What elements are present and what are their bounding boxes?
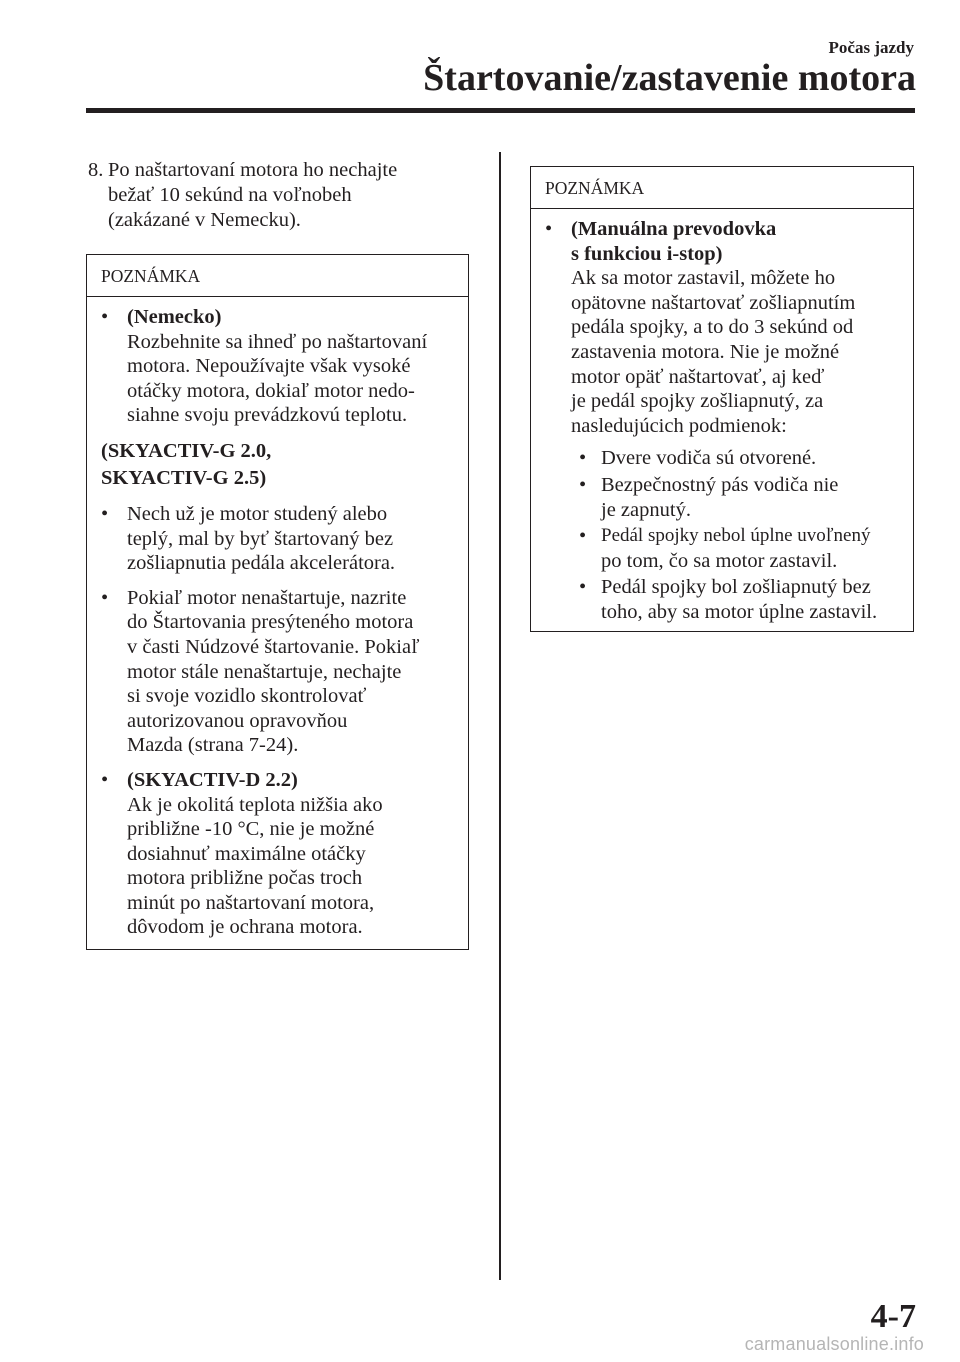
step-number: 8.: [88, 159, 104, 181]
bullet-line: motor opäť naštartovať, aj keď: [571, 365, 825, 388]
bullet-label: s funkciou i-stop): [571, 242, 723, 265]
condition-line: je zapnutý.: [601, 498, 691, 521]
page-title: Štartovanie/zastavenie motora: [423, 57, 916, 99]
bullet-label: (Nemecko): [127, 306, 222, 328]
bullet-line: dosiahnuť maximálne otáčky: [127, 842, 366, 865]
step-8: [86, 158, 466, 233]
bullet-label: (Manuálna prevodovka: [571, 218, 777, 240]
bullet-line: otáčky motora, dokiaľ motor nedo-: [127, 379, 415, 402]
conditions-list: [571, 446, 905, 624]
subheading-line: (SKYACTIV-G 2.0,: [101, 439, 272, 462]
subheading-line: SKYACTIV-G 2.5): [101, 466, 267, 489]
bullet-line: zošliapnutia pedála akcelerátora.: [127, 552, 396, 575]
bullet-line: Pokiaľ motor nenaštartuje, nazrite: [127, 586, 407, 609]
condition-line: Pedál spojky nebol úplne uvoľnený: [601, 525, 871, 547]
sub-bullet-icon: •: [579, 473, 587, 496]
condition-line: Pedál spojky bol zošliapnutý bez: [601, 576, 871, 599]
sub-bullet-icon: •: [579, 576, 587, 599]
condition-line: po tom, čo sa motor zastavil.: [601, 549, 838, 572]
condition-line: Bezpečnostný pás vodiča nie: [601, 473, 839, 496]
step-line: bežať 10 sekúnd na voľnobeh: [108, 184, 352, 206]
bullet-icon: •: [101, 768, 109, 791]
bullet-line: Ak sa motor zastavil, môžete ho: [571, 267, 836, 290]
bullet-line: opätovne naštartovať zošliapnutím: [571, 291, 856, 314]
bullet-line: v časti Núdzové štartovanie. Pokiaľ: [127, 635, 420, 658]
bullet-icon: •: [545, 218, 553, 240]
bullet-line: Ak je okolitá teplota nižšia ako: [127, 793, 383, 816]
condition-item: [571, 575, 905, 624]
condition-item: [571, 446, 905, 471]
bullet-line: motor stále nenaštartuje, nechajte: [127, 660, 402, 683]
note-heading: POZNÁMKA: [87, 255, 468, 297]
title-rule: [86, 108, 915, 113]
condition-item: [571, 524, 905, 573]
bullet-line: siahne svoju prevádzkovú teplotu.: [127, 404, 408, 427]
note-bullet: [101, 502, 460, 576]
column-divider: [499, 152, 501, 1280]
section-label: Počas jazdy: [828, 38, 914, 57]
bullet-line: Rozbehnite sa ihneď po naštartovaní: [127, 330, 428, 353]
watermark: carmanualsonline.info: [744, 1334, 924, 1354]
bullet-line: nasledujúcich podmienok:: [571, 414, 787, 437]
note-box-left: [86, 254, 469, 950]
note-bullet: [101, 586, 460, 758]
bullet-icon: •: [101, 502, 109, 525]
bullet-line: dôvodom je ochrana motora.: [127, 916, 363, 939]
note-box-right: [530, 166, 914, 632]
bullet-label: (SKYACTIV-D 2.2): [127, 768, 298, 791]
sub-bullet-icon: •: [579, 525, 587, 548]
bullet-line: približne -10 °C, nie je možné: [127, 818, 375, 841]
step-line: (zakázané v Nemecku).: [108, 209, 301, 231]
note-bullet: [101, 305, 460, 428]
step-line: Po naštartovaní motora ho nechajte: [108, 159, 398, 181]
condition-line: toho, aby sa motor úplne zastavil.: [601, 600, 878, 623]
bullet-line: Nech už je motor studený alebo: [127, 502, 388, 525]
bullet-line: zastavenia motora. Nie je možné: [571, 340, 840, 363]
bullet-line: teplý, mal by byť štartovaný bez: [127, 527, 394, 550]
bullet-line: motora približne počas troch: [127, 867, 363, 890]
condition-line: Dvere vodiča sú otvorené.: [601, 447, 817, 470]
bullet-line: do Štartovania presýteného motora: [127, 611, 414, 634]
note-heading: POZNÁMKA: [531, 167, 913, 209]
bullet-line: minút po naštartovaní motora,: [127, 891, 375, 914]
note-bullet: [545, 217, 905, 625]
engine-subheading: [101, 438, 460, 492]
bullet-icon: •: [101, 306, 109, 328]
bullet-line: motora. Nepoužívajte však vysoké: [127, 355, 411, 378]
bullet-line: Mazda (strana 7-24).: [127, 734, 299, 757]
sub-bullet-icon: •: [579, 447, 587, 470]
note-bullet: [101, 768, 460, 940]
bullet-line: autorizovanou opravovňou: [127, 709, 348, 732]
page-number: 4-7: [870, 1298, 916, 1335]
bullet-icon: •: [101, 586, 109, 609]
condition-item: [571, 473, 905, 522]
bullet-line: pedála spojky, a to do 3 sekúnd od: [571, 316, 854, 339]
bullet-line: si svoje vozidlo skontrolovať: [127, 685, 367, 708]
bullet-line: je pedál spojky zošliapnutý, za: [571, 390, 824, 413]
